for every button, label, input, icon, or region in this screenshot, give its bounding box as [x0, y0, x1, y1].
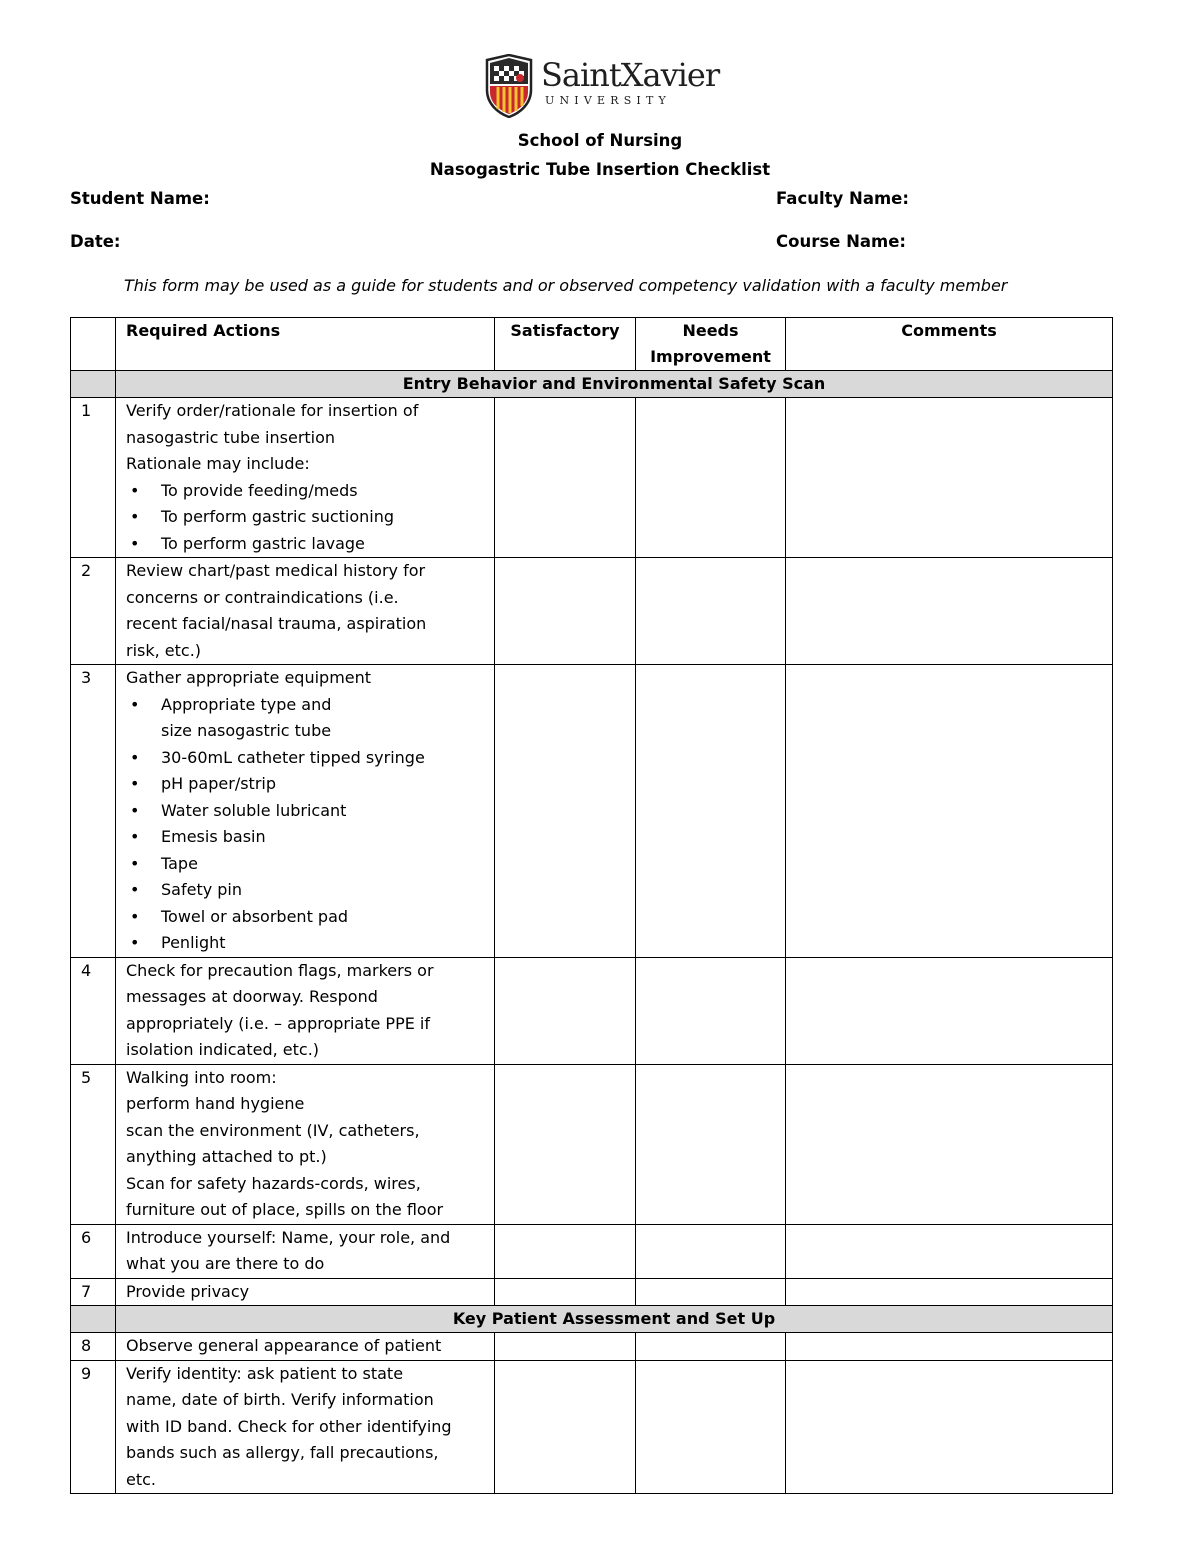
step-action: Check for precaution flags, markers or messages at doorway. Respond appropriately (i.e. – appropriate PPE if isolation indicated, etc.) [116, 957, 495, 1064]
satisfactory-cell[interactable] [495, 1360, 636, 1494]
student-name-label: Student Name: [70, 189, 210, 208]
step-action: Observe general appearance of patient [116, 1333, 495, 1361]
comments-cell[interactable] [786, 665, 1113, 958]
comments-cell[interactable] [786, 558, 1113, 665]
step-number: 9 [71, 1360, 116, 1494]
step-number: 5 [71, 1064, 116, 1224]
satisfactory-cell[interactable] [495, 1224, 636, 1278]
school-title: School of Nursing [517, 131, 683, 150]
step-action: Review chart/past medical history for concerns or contraindications (i.e. recent facial/nasal trauma, aspiration risk, etc.) [116, 558, 495, 665]
list-item: • To provide feeding/meds [126, 478, 494, 505]
step-number: 1 [71, 398, 116, 558]
step-number: 2 [71, 558, 116, 665]
list-item: • Tape [126, 851, 494, 878]
university-logo [484, 54, 724, 122]
step-action: Verify identity: ask patient to state name, date of birth. Verify information with ID band. Check for other identifying bands such as allergy, fall precautions, etc. [116, 1360, 495, 1494]
satisfactory-cell[interactable] [495, 558, 636, 665]
step-number: 7 [71, 1278, 116, 1306]
list-item: • Safety pin [126, 877, 494, 904]
table-row [71, 1224, 1113, 1278]
list-item: • 30-60mL catheter tipped syringe [126, 745, 494, 772]
step-number: 6 [71, 1224, 116, 1278]
step-action: Gather appropriate equipment • Appropriate type and size nasogastric tube • 30-60mL catheter tipped syringe • pH paper/strip • Water soluble lubricant • Emesis basin • Tape • Safety pin • Towel or absorbent pad • Penlight [116, 665, 495, 958]
section-row [71, 1306, 1113, 1333]
needs-improvement-cell[interactable] [636, 558, 786, 665]
satisfactory-cell[interactable] [495, 398, 636, 558]
list-item: • To perform gastric lavage [126, 531, 494, 558]
needs-improvement-cell[interactable] [636, 1064, 786, 1224]
section-row [71, 371, 1113, 398]
table-row [71, 1360, 1113, 1494]
logo-subtitle: UNIVERSITY [545, 94, 671, 107]
needs-improvement-cell[interactable] [636, 1278, 786, 1306]
step-number: 3 [71, 665, 116, 958]
satisfactory-cell[interactable] [495, 1333, 636, 1361]
list-item: • Penlight [126, 930, 494, 957]
usage-note: This form may be used as a guide for students and or observed competency validation with a faculty member [124, 276, 1008, 295]
needs-improvement-cell[interactable] [636, 957, 786, 1064]
table-row [71, 957, 1113, 1064]
list-item: • pH paper/strip [126, 771, 494, 798]
comments-cell[interactable] [786, 1278, 1113, 1306]
satisfactory-cell[interactable] [495, 957, 636, 1064]
list-item: • Emesis basin [126, 824, 494, 851]
needs-improvement-cell[interactable] [636, 1360, 786, 1494]
course-name-label: Course Name: [776, 232, 907, 251]
needs-improvement-cell[interactable] [636, 665, 786, 958]
comments-cell[interactable] [786, 957, 1113, 1064]
needs-improvement-cell[interactable] [636, 1224, 786, 1278]
comments-header: Comments [786, 318, 1113, 371]
list-item: • Towel or absorbent pad [126, 904, 494, 931]
list-item: • Appropriate type and size nasogastric tube [126, 692, 494, 745]
table-row [71, 1278, 1113, 1306]
checklist-table [70, 317, 1113, 1494]
comments-cell[interactable] [786, 1224, 1113, 1278]
faculty-name-label: Faculty Name: [776, 189, 909, 208]
list-item: • Water soluble lubricant [126, 798, 494, 825]
comments-cell[interactable] [786, 1360, 1113, 1494]
logo-name: SaintXavier [541, 56, 720, 94]
satisfactory-cell[interactable] [495, 665, 636, 958]
step-action: Walking into room: perform hand hygiene scan the environment (IV, catheters, anything attached to pt.) Scan for safety hazards-cords, wires, furniture out of place, spills on the floor [116, 1064, 495, 1224]
table-header-row [71, 318, 1113, 371]
needs-improvement-cell[interactable] [636, 1333, 786, 1361]
table-row [71, 665, 1113, 958]
needs-improvement-header: Needs Improvement [636, 318, 786, 371]
step-number: 4 [71, 957, 116, 1064]
table-row [71, 1333, 1113, 1361]
num-header [71, 318, 116, 371]
date-label: Date: [70, 232, 121, 251]
comments-cell[interactable] [786, 1064, 1113, 1224]
shield-icon [484, 54, 534, 118]
table-row [71, 1064, 1113, 1224]
step-action: Introduce yourself: Name, your role, and what you are there to do [116, 1224, 495, 1278]
checklist-title: Nasogastric Tube Insertion Checklist [429, 160, 771, 179]
table-row [71, 558, 1113, 665]
needs-improvement-cell[interactable] [636, 398, 786, 558]
satisfactory-header: Satisfactory [495, 318, 636, 371]
step-action: Verify order/rationale for insertion of nasogastric tube insertion Rationale may include: • To provide feeding/meds • To perform gastric suctioning • To perform gastric lavage [116, 398, 495, 558]
required-actions-header: Required Actions [116, 318, 495, 371]
step-action: Provide privacy [116, 1278, 495, 1306]
list-item: • To perform gastric suctioning [126, 504, 494, 531]
section-title: Key Patient Assessment and Set Up [116, 1306, 1113, 1333]
satisfactory-cell[interactable] [495, 1064, 636, 1224]
step-number: 8 [71, 1333, 116, 1361]
comments-cell[interactable] [786, 398, 1113, 558]
table-row [71, 398, 1113, 558]
satisfactory-cell[interactable] [495, 1278, 636, 1306]
comments-cell[interactable] [786, 1333, 1113, 1361]
section-title: Entry Behavior and Environmental Safety Scan [116, 371, 1113, 398]
